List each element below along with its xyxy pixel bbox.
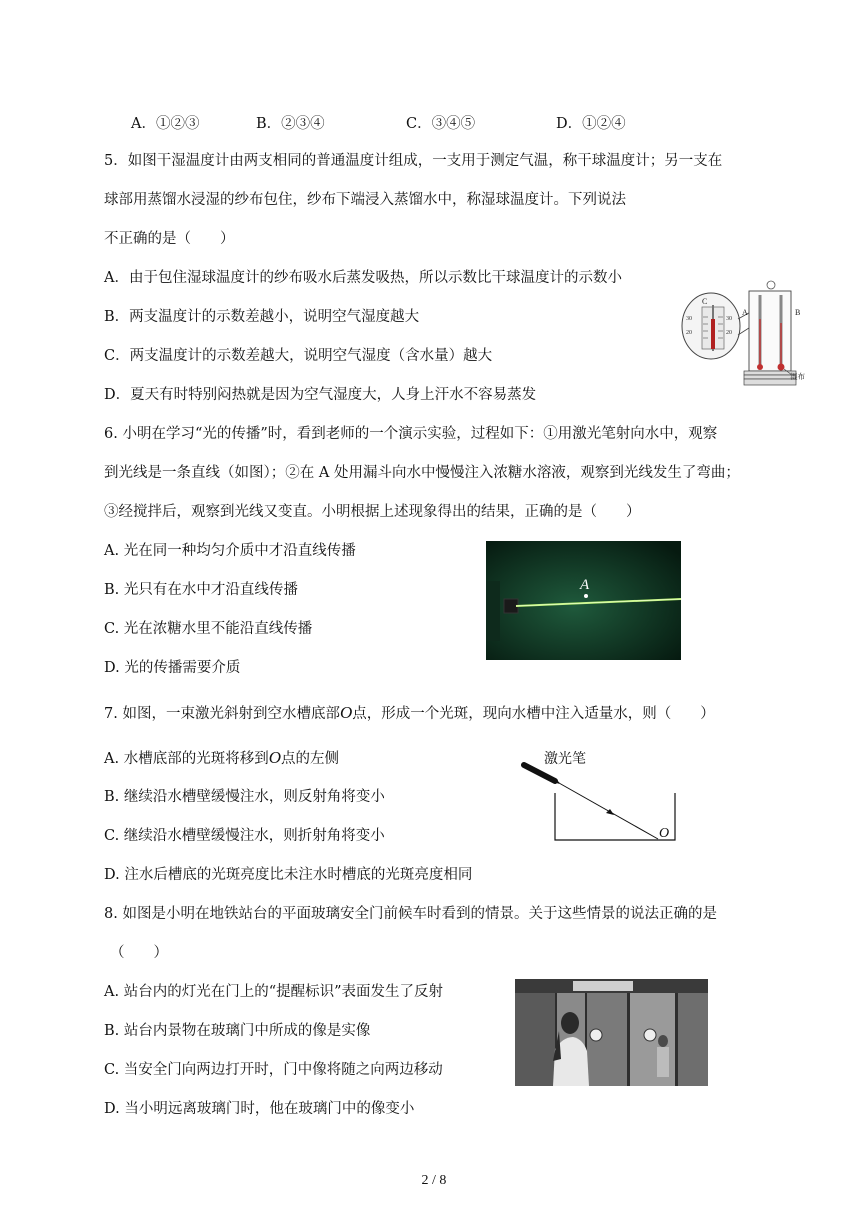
hygrometer-tick-30-left: 30 — [686, 316, 692, 322]
tank-point-o-label: O — [659, 826, 670, 841]
q7-option-b: B. 继续沿水槽壁缓慢注水，则反射角将变小 — [104, 789, 385, 805]
q8-stem-line-2: （ ） — [110, 945, 168, 961]
q5-option-d: D．夏天有时特别闷热就是因为空气湿度大，人身上汗水不容易蒸发 — [104, 387, 537, 403]
q6-option-b: B. 光只有在水中才沿直线传播 — [104, 582, 298, 598]
q5-option-b: B．两支温度计的示数差越小，说明空气湿度越大 — [104, 309, 420, 325]
hygrometer-tick-30-right: 30 — [726, 316, 732, 322]
q4-option-a: A．①②③ — [131, 116, 200, 132]
q7-option-a-point-o: O — [268, 748, 281, 767]
laser-photo-label-a: A — [580, 577, 590, 593]
q6-option-c: C. 光在浓糖水里不能沿直线传播 — [104, 621, 313, 637]
subway-door-photo — [515, 979, 708, 1086]
q6-stem-line-3: ③经搅拌后，观察到光线又变直。小明根据上述现象得出的结果，正确的是（ ） — [104, 504, 641, 520]
q7-stem-point-o: O — [339, 703, 353, 722]
q6-stem-line-2: 到光线是一条直线（如图）；②在 A 处用漏斗向水中慢慢注入浓糖水溶液，观察到光线发生了弯曲； — [104, 465, 740, 481]
q5-stem-line-1: 5．如图干湿温度计由两支相同的普通温度计组成，一支用于测定气温，称干球温度计；另一支在 — [104, 153, 723, 169]
q7-option-a — [104, 748, 339, 769]
q7-option-a-post: 点的左侧 — [280, 751, 339, 767]
hygrometer-label-b: B — [795, 308, 801, 317]
q8-option-a: A. 站台内的灯光在门上的“提醒标识”表面发生了反射 — [104, 984, 444, 1000]
page-number: 2 / 8 — [421, 1173, 447, 1188]
q7-option-c: C. 继续沿水槽壁缓慢注水，则折射角将变小 — [104, 828, 385, 844]
q6-stem-line-1: 6. 小明在学习“光的传播”时，看到老师的一个演示实验，过程如下：①用激光笔射向水中，观察 — [104, 426, 718, 442]
q5-stem-line-3: 不正确的是（ ） — [104, 231, 235, 247]
laser-tank-figure — [518, 745, 683, 845]
q7-stem — [104, 703, 715, 724]
q5-option-a: A．由于包住湿球温度计的纱布吸水后蒸发吸热，所以示数比干球温度计的示数小 — [104, 270, 622, 286]
q5-option-c: C．两支温度计的示数差越大，说明空气湿度（含水量）越大 — [104, 348, 493, 364]
q7-stem-pre: 7. 如图，一束激光斜射到空水槽底部 — [104, 706, 340, 722]
laser-pen-label: 激光笔 — [544, 751, 586, 767]
hygrometer-label-wet-cloth: 湿布 — [790, 372, 805, 381]
q6-option-a: A. 光在同一种均匀介质中才沿直线传播 — [104, 543, 356, 559]
q5-stem-line-2: 球部用蒸馏水浸湿的纱布包住，纱布下端浸入蒸馏水中，称湿球温度计。下列说法 — [104, 192, 626, 208]
q7-option-d: D. 注水后槽底的光斑亮度比未注水时槽底的光斑亮度相同 — [104, 867, 473, 883]
q7-option-a-pre: A. 水槽底部的光斑将移到 — [104, 751, 269, 767]
hygrometer-tick-20-left: 20 — [686, 330, 692, 336]
q4-option-c: C．③④⑤ — [406, 116, 476, 132]
q6-option-d: D. 光的传播需要介质 — [104, 660, 241, 676]
hygrometer-tick-20-right: 20 — [726, 330, 732, 336]
q4-option-d: D．①②④ — [556, 116, 626, 132]
q8-option-d: D. 当小明远离玻璃门时，他在玻璃门中的像变小 — [104, 1101, 415, 1117]
q8-stem-line-1: 8. 如图是小明在地铁站台的平面玻璃安全门前候车时看到的情景。关于这些情景的说法正确的是 — [104, 906, 717, 922]
hygrometer-figure — [678, 279, 814, 391]
hygrometer-label-c: C — [702, 297, 708, 306]
hygrometer-label-a: A — [742, 308, 748, 317]
q8-option-c: C. 当安全门向两边打开时，门中像将随之向两边移动 — [104, 1062, 443, 1078]
laser-water-photo — [486, 541, 681, 660]
q8-option-b: B. 站台内景物在玻璃门中所成的像是实像 — [104, 1023, 371, 1039]
q7-stem-post: 点，形成一个光斑，现向水槽中注入适量水，则（ ） — [352, 706, 715, 722]
q4-option-b: B．②③④ — [256, 116, 325, 132]
